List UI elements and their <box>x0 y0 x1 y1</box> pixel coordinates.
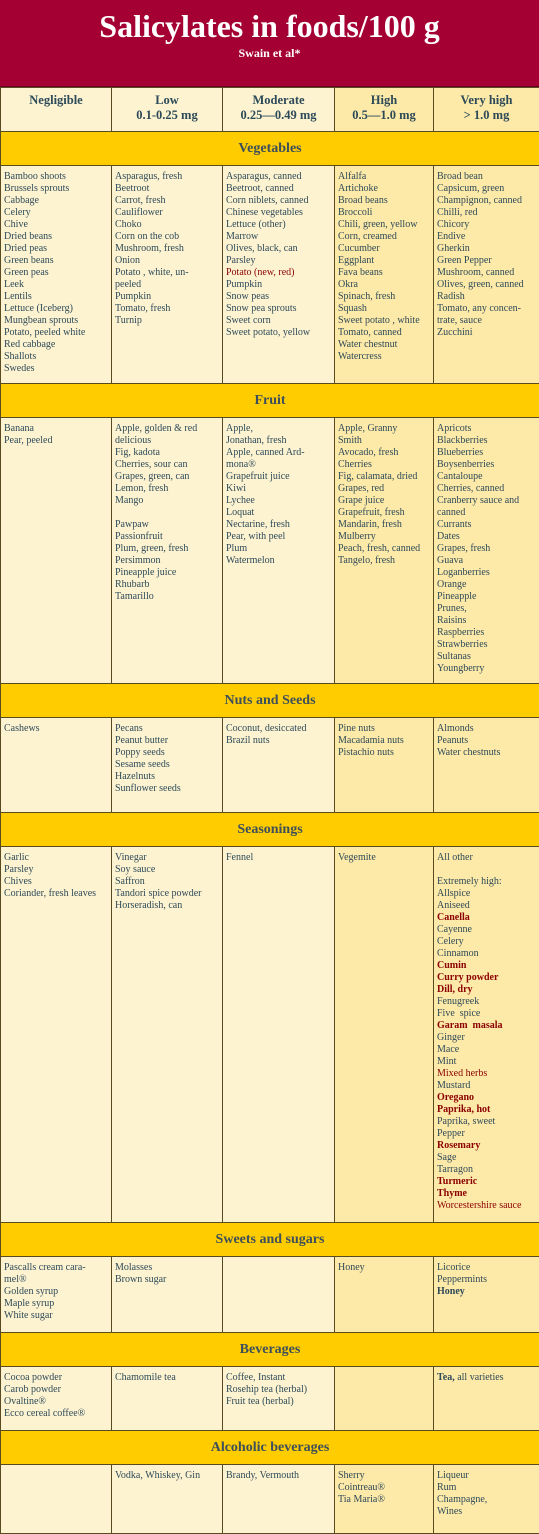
food-item: Lychee <box>226 495 332 507</box>
food-item: Chicory <box>437 219 537 231</box>
food-item: Mandarin, fresh <box>338 519 431 531</box>
section-data-row <box>1 1257 539 1333</box>
food-item: Water chestnuts <box>437 747 537 759</box>
food-item: Honey <box>338 1262 431 1274</box>
food-item: Choko <box>115 219 220 231</box>
food-item: Paprika, sweet <box>437 1116 537 1128</box>
food-item: Beetroot <box>115 183 220 195</box>
food-item: Coffee, Instant <box>226 1372 332 1384</box>
food-item: All other <box>437 852 537 864</box>
food-item: Nectarine, fresh <box>226 519 332 531</box>
section-header-row <box>1 1223 539 1257</box>
cell-negligible <box>1 1367 112 1431</box>
food-item: Sweet potato, yellow <box>226 327 332 339</box>
food-item: Prunes, <box>437 603 537 615</box>
food-item: Tarragon <box>437 1164 537 1176</box>
food-item: Maple syrup <box>4 1298 109 1310</box>
food-item: White sugar <box>4 1310 109 1322</box>
food-item: Pistachio nuts <box>338 747 431 759</box>
food-item: Ginger <box>437 1032 537 1044</box>
cell-very-high <box>434 166 539 384</box>
food-item: Paprika, hot <box>437 1104 537 1116</box>
food-item: Sage <box>437 1152 537 1164</box>
food-item: Cantaloupe <box>437 471 537 483</box>
food-item: Turnip <box>115 315 220 327</box>
food-item: Sunflower seeds <box>115 783 220 795</box>
cell-low <box>112 718 223 813</box>
cell-high <box>335 418 434 684</box>
food-item: Brussels sprouts <box>4 183 109 195</box>
food-item: Cauliflower <box>115 207 220 219</box>
food-item: Snow peas <box>226 291 332 303</box>
cell-negligible <box>1 1465 112 1534</box>
food-item: Vegemite <box>338 852 431 864</box>
column-header-line: 0.25—0.49 mg <box>223 108 334 123</box>
food-item: Mushroom, canned <box>437 267 537 279</box>
cell-low <box>112 166 223 384</box>
food-item: peeled <box>115 279 220 291</box>
food-item: Grapes, green, can <box>115 471 220 483</box>
food-item: Coriander, fresh leaves <box>4 888 109 900</box>
cell-high <box>335 718 434 813</box>
food-item: Tangelo, fresh <box>338 555 431 567</box>
food-item: Horseradish, can <box>115 900 220 912</box>
food-item: Snow pea sprouts <box>226 303 332 315</box>
cell-low <box>112 418 223 684</box>
cell-negligible <box>1 847 112 1223</box>
food-item: Pineapple juice <box>115 567 220 579</box>
cell-moderate <box>223 166 335 384</box>
section-title: Fruit <box>1 384 539 418</box>
food-item: Lentils <box>4 291 109 303</box>
food-item: Gherkin <box>437 243 537 255</box>
food-item: Banana <box>4 423 109 435</box>
food-item: mel® <box>4 1274 109 1286</box>
cell-very-high <box>434 847 539 1223</box>
food-item: Chamomile tea <box>115 1372 220 1384</box>
food-item: Garam masala <box>437 1020 537 1032</box>
food-item: Tandori spice powder <box>115 888 220 900</box>
page-subtitle: Swain et al* <box>0 46 539 60</box>
column-header-line: Very high <box>434 93 539 108</box>
column-header-negligible <box>1 88 112 132</box>
food-item: Olives, black, can <box>226 243 332 255</box>
food-item: Plum <box>226 543 332 555</box>
food-item: Licorice <box>437 1262 537 1274</box>
food-item: mona® <box>226 459 332 471</box>
food-item: Brandy, Vermouth <box>226 1470 332 1482</box>
food-item: Garlic <box>4 852 109 864</box>
food-item: Soy sauce <box>115 864 220 876</box>
food-item: Celery <box>4 207 109 219</box>
food-item: Carrot, fresh <box>115 195 220 207</box>
column-header-line: 0.1-0.25 mg <box>112 108 222 123</box>
cell-low <box>112 1367 223 1431</box>
food-item: Rosemary <box>437 1140 537 1152</box>
food-item: Youngberry <box>437 663 537 675</box>
food-item: Rosehip tea (herbal) <box>226 1384 332 1396</box>
column-header-line: Negligible <box>1 93 111 108</box>
food-item: Pear, with peel <box>226 531 332 543</box>
food-item: Tamarillo <box>115 591 220 603</box>
food-item: delicious <box>115 435 220 447</box>
cell-moderate <box>223 718 335 813</box>
food-item: Mulberry <box>338 531 431 543</box>
food-item: Brazil nuts <box>226 735 332 747</box>
food-item: Cherries, sour can <box>115 459 220 471</box>
food-item: Pecans <box>115 723 220 735</box>
food-item: Apple, golden & red <box>115 423 220 435</box>
column-header-line: > 1.0 mg <box>434 108 539 123</box>
food-item: Guava <box>437 555 537 567</box>
food-item: Eggplant <box>338 255 431 267</box>
section-title: Sweets and sugars <box>1 1223 539 1257</box>
food-item: Chili, green, yellow <box>338 219 431 231</box>
food-item: Almonds <box>437 723 537 735</box>
food-item: Boysenberries <box>437 459 537 471</box>
column-header-moderate <box>223 88 335 132</box>
food-item: Shallots <box>4 351 109 363</box>
food-item: Peanuts <box>437 735 537 747</box>
food-item: Allspice <box>437 888 537 900</box>
food-item: Green peas <box>4 267 109 279</box>
cell-very-high <box>434 718 539 813</box>
food-item: Chive <box>4 219 109 231</box>
food-item: Sweet corn <box>226 315 332 327</box>
section-data-row <box>1 1465 539 1534</box>
section-data-row <box>1 718 539 813</box>
column-header-line: High <box>335 93 433 108</box>
food-item: Avocado, fresh <box>338 447 431 459</box>
spacer <box>437 864 537 876</box>
section-header-row <box>1 132 539 166</box>
food-item: Pine nuts <box>338 723 431 735</box>
food-item: Radish <box>437 291 537 303</box>
food-item: Raisins <box>437 615 537 627</box>
cell-moderate <box>223 847 335 1223</box>
food-item: Swedes <box>4 363 109 375</box>
food-item: Apple, <box>226 423 332 435</box>
cell-negligible <box>1 418 112 684</box>
section-title: Beverages <box>1 1333 539 1367</box>
food-item: Green beans <box>4 255 109 267</box>
food-item: Golden syrup <box>4 1286 109 1298</box>
food-item: Thyme <box>437 1188 537 1200</box>
food-item: Dried beans <box>4 231 109 243</box>
food-item: Ovaltine® <box>4 1396 109 1408</box>
food-item: Broad beans <box>338 195 431 207</box>
food-item: Artichoke <box>338 183 431 195</box>
food-item: Zucchini <box>437 327 537 339</box>
food-item: Green Pepper <box>437 255 537 267</box>
food-item: Turmeric <box>437 1176 537 1188</box>
column-header-line: Moderate <box>223 93 334 108</box>
food-item: Cabbage <box>4 195 109 207</box>
food-item: Lettuce (Iceberg) <box>4 303 109 315</box>
cell-negligible <box>1 1257 112 1333</box>
food-item: Fennel <box>226 852 332 864</box>
food-item: Loganberries <box>437 567 537 579</box>
food-item: Grapefruit juice <box>226 471 332 483</box>
food-item: Corn on the cob <box>115 231 220 243</box>
food-item: Tomato, any concen- <box>437 303 537 315</box>
cell-negligible <box>1 718 112 813</box>
food-item: Cayenne <box>437 924 537 936</box>
food-item: Hazelnuts <box>115 771 220 783</box>
food-item: Oregano <box>437 1092 537 1104</box>
food-item: Grapes, fresh <box>437 543 537 555</box>
column-header-very-high <box>434 88 539 132</box>
food-item: Wines <box>437 1506 537 1518</box>
food-item: Parsley <box>226 255 332 267</box>
section-title: Alcoholic beverages <box>1 1431 539 1465</box>
food-item: Cocoa powder <box>4 1372 109 1384</box>
column-header-line: Low <box>112 93 222 108</box>
food-item: Strawberries <box>437 639 537 651</box>
food-item: Jonathan, fresh <box>226 435 332 447</box>
food-item: Currants <box>437 519 537 531</box>
food-item: Mango <box>115 495 220 507</box>
section-header-row <box>1 813 539 847</box>
food-item: Sweet potato , white <box>338 315 431 327</box>
food-item: Rum <box>437 1482 537 1494</box>
section-data-row <box>1 166 539 384</box>
cell-low <box>112 1465 223 1534</box>
food-item: Brown sugar <box>115 1274 220 1286</box>
food-item: Pumpkin <box>226 279 332 291</box>
food-item: Cherries, canned <box>437 483 537 495</box>
food-item: Cucumber <box>338 243 431 255</box>
food-item: Fig, kadota <box>115 447 220 459</box>
section-data-row <box>1 847 539 1223</box>
section-data-row <box>1 418 539 684</box>
food-item: Asparagus, fresh <box>115 171 220 183</box>
food-item: Blueberries <box>437 447 537 459</box>
food-item: canned <box>437 507 537 519</box>
food-item: Dried peas <box>4 243 109 255</box>
food-item: Passionfruit <box>115 531 220 543</box>
food-item: Tia Maria® <box>338 1494 431 1506</box>
column-header-high <box>335 88 434 132</box>
food-item: Macadamia nuts <box>338 735 431 747</box>
food-item: Ecco cereal coffee® <box>4 1408 109 1420</box>
food-item: Mustard <box>437 1080 537 1092</box>
food-item: Dates <box>437 531 537 543</box>
food-item: Lettuce (other) <box>226 219 332 231</box>
food-item: Molasses <box>115 1262 220 1274</box>
food-item: Grapes, red <box>338 483 431 495</box>
food-item: Cranberry sauce and <box>437 495 537 507</box>
food-item: Sherry <box>338 1470 431 1482</box>
food-item: Fruit tea (herbal) <box>226 1396 332 1408</box>
food-item: Carob powder <box>4 1384 109 1396</box>
food-item: Chilli, red <box>437 207 537 219</box>
food-item: Saffron <box>115 876 220 888</box>
food-item: Orange <box>437 579 537 591</box>
food-item: Sesame seeds <box>115 759 220 771</box>
food-item: Champagne, <box>437 1494 537 1506</box>
food-item: Plum, green, fresh <box>115 543 220 555</box>
food-item: Mint <box>437 1056 537 1068</box>
food-item: Corn, creamed <box>338 231 431 243</box>
food-item: Chives <box>4 876 109 888</box>
food-item: Grape juice <box>338 495 431 507</box>
section-header-row <box>1 384 539 418</box>
food-item: Parsley <box>4 864 109 876</box>
cell-high <box>335 1367 434 1431</box>
food-item: Aniseed <box>437 900 537 912</box>
food-item: Marrow <box>226 231 332 243</box>
food-item: Apple, canned Ard- <box>226 447 332 459</box>
food-item: Pear, peeled <box>4 435 109 447</box>
column-header-low <box>112 88 223 132</box>
food-item: Pawpaw <box>115 519 220 531</box>
section-header-row <box>1 1333 539 1367</box>
food-item: Peach, fresh, canned <box>338 543 431 555</box>
food-item: Raspberries <box>437 627 537 639</box>
food-item: Chinese vegetables <box>226 207 332 219</box>
food-item: Squash <box>338 303 431 315</box>
section-data-row <box>1 1367 539 1431</box>
cell-moderate <box>223 1257 335 1333</box>
food-item: Asparagus, canned <box>226 171 332 183</box>
food-item: Endive <box>437 231 537 243</box>
food-item: Blackberries <box>437 435 537 447</box>
page-title: Salicylates in foods/100 g <box>0 0 539 44</box>
food-item: Cherries <box>338 459 431 471</box>
food-item: Potato (new, red) <box>226 267 332 279</box>
food-item: Onion <box>115 255 220 267</box>
food-item: Smith <box>338 435 431 447</box>
food-item: Grapefruit, fresh <box>338 507 431 519</box>
food-item: Beetroot, canned <box>226 183 332 195</box>
title-banner <box>0 0 539 87</box>
food-item: Poppy seeds <box>115 747 220 759</box>
food-item: Celery <box>437 936 537 948</box>
food-item: Cinnamon <box>437 948 537 960</box>
food-item: Red cabbage <box>4 339 109 351</box>
food-item: Kiwi <box>226 483 332 495</box>
food-item: Mushroom, fresh <box>115 243 220 255</box>
section-title: Vegetables <box>1 132 539 166</box>
food-item: Persimmon <box>115 555 220 567</box>
food-item: Rhubarb <box>115 579 220 591</box>
food-item: Capsicum, green <box>437 183 537 195</box>
cell-very-high <box>434 418 539 684</box>
food-item: Apricots <box>437 423 537 435</box>
column-header-line: 0.5—1.0 mg <box>335 108 433 123</box>
cell-moderate <box>223 418 335 684</box>
food-item: Cashews <box>4 723 109 735</box>
cell-low <box>112 1257 223 1333</box>
food-item: Coconut, desiccated <box>226 723 332 735</box>
food-item: Dill, dry <box>437 984 537 996</box>
cell-very-high <box>434 1257 539 1333</box>
food-item: Water chestnut <box>338 339 431 351</box>
food-item: Extremely high: <box>437 876 537 888</box>
section-title: Nuts and Seeds <box>1 684 539 718</box>
food-item: Pepper <box>437 1128 537 1140</box>
food-item: Spinach, fresh <box>338 291 431 303</box>
food-item: Broccoli <box>338 207 431 219</box>
cell-negligible <box>1 166 112 384</box>
food-item: Cumin <box>437 960 537 972</box>
food-item: Pumpkin <box>115 291 220 303</box>
food-item: Curry powder <box>437 972 537 984</box>
food-item: trate, sauce <box>437 315 537 327</box>
cell-very-high <box>434 1465 539 1534</box>
section-header-row <box>1 684 539 718</box>
food-item: Canella <box>437 912 537 924</box>
cell-moderate <box>223 1367 335 1431</box>
food-item: Apple, Granny <box>338 423 431 435</box>
food-item: Pineapple <box>437 591 537 603</box>
cell-high <box>335 1465 434 1534</box>
food-item: Tea, all varieties <box>437 1372 537 1384</box>
cell-low <box>112 847 223 1223</box>
food-item: Tomato, canned <box>338 327 431 339</box>
cell-high <box>335 1257 434 1333</box>
food-item: Peppermints <box>437 1274 537 1286</box>
spacer <box>115 507 220 519</box>
food-item: Peanut butter <box>115 735 220 747</box>
food-item: Corn niblets, canned <box>226 195 332 207</box>
food-item: Loquat <box>226 507 332 519</box>
food-item: Mungbean sprouts <box>4 315 109 327</box>
food-item: Mixed herbs <box>437 1068 537 1080</box>
food-item: Leek <box>4 279 109 291</box>
food-item: Potato , white, un- <box>115 267 220 279</box>
food-item: Broad bean <box>437 171 537 183</box>
cell-very-high <box>434 1367 539 1431</box>
food-item: Pascalls cream cara- <box>4 1262 109 1274</box>
food-item: Fava beans <box>338 267 431 279</box>
food-item: Watermelon <box>226 555 332 567</box>
column-header-row <box>1 88 539 132</box>
section-header-row <box>1 1431 539 1465</box>
food-item: Mace <box>437 1044 537 1056</box>
food-item: Potato, peeled white <box>4 327 109 339</box>
food-item: Alfalfa <box>338 171 431 183</box>
food-item: Fenugreek <box>437 996 537 1008</box>
section-title: Seasonings <box>1 813 539 847</box>
food-item: Five spice <box>437 1008 537 1020</box>
salicylate-table <box>0 87 539 1534</box>
cell-high <box>335 847 434 1223</box>
food-item: Champignon, canned <box>437 195 537 207</box>
food-item: Olives, green, canned <box>437 279 537 291</box>
food-item: Bamboo shoots <box>4 171 109 183</box>
food-item: Fig, calamata, dried <box>338 471 431 483</box>
food-item: Watercress <box>338 351 431 363</box>
food-item: Vodka, Whiskey, Gin <box>115 1470 220 1482</box>
food-item: Liqueur <box>437 1470 537 1482</box>
food-item: Lemon, fresh <box>115 483 220 495</box>
cell-high <box>335 166 434 384</box>
cell-moderate <box>223 1465 335 1534</box>
food-item: Okra <box>338 279 431 291</box>
food-item: Honey <box>437 1286 537 1298</box>
food-item: Sultanas <box>437 651 537 663</box>
food-item: Worcestershire sauce <box>437 1200 537 1212</box>
food-item: Cointreau® <box>338 1482 431 1494</box>
food-item: Vinegar <box>115 852 220 864</box>
food-item: Tomato, fresh <box>115 303 220 315</box>
